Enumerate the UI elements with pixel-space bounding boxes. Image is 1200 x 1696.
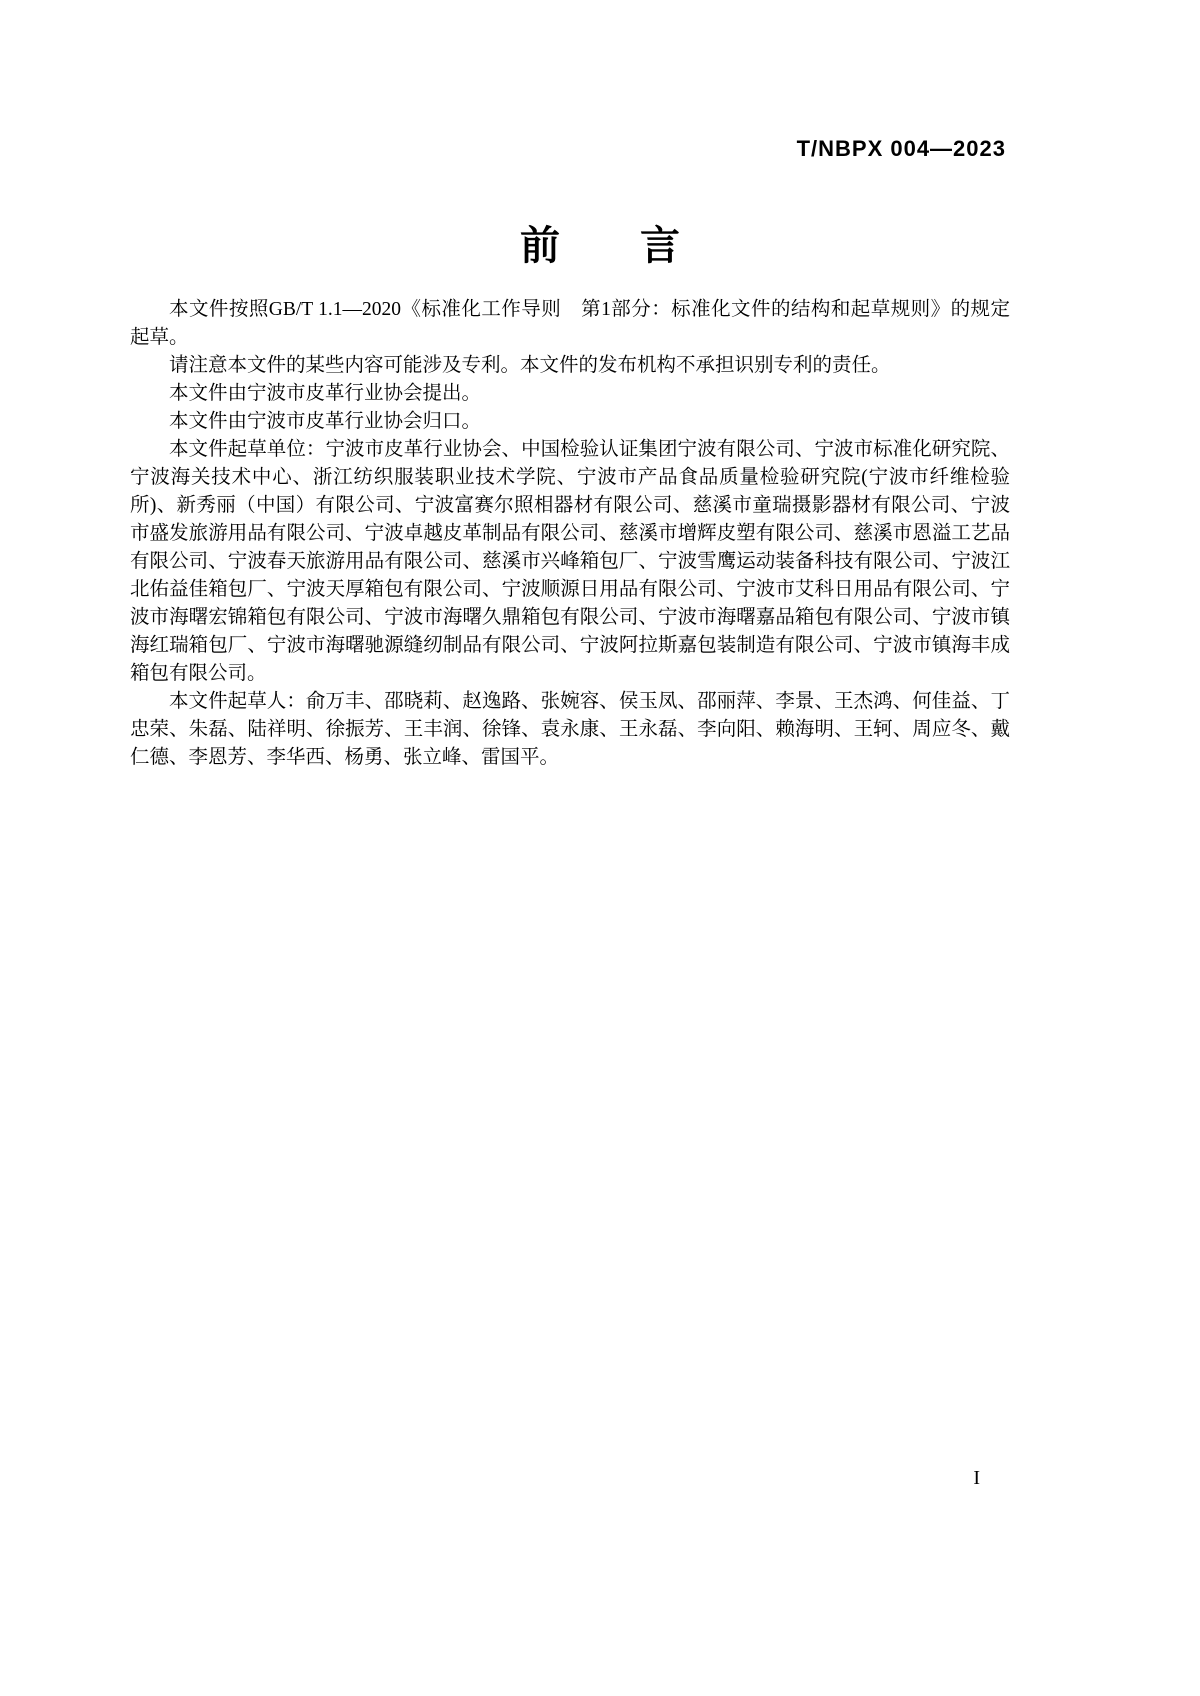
foreword-paragraph-basis: 本文件按照GB/T 1.1—2020《标准化工作导则 第1部分：标准化文件的结构和起草规则》的规定起草。	[130, 299, 1010, 348]
standard-document-number: T/NBPX 004—2023	[796, 136, 1006, 161]
foreword-paragraph-patent-notice: 请注意本文件的某些内容可能涉及专利。本文件的发布机构不承担识别专利的责任。	[169, 355, 891, 376]
page-number: I	[973, 1467, 980, 1489]
foreword-paragraph-drafters: 本文件起草人：俞万丰、邵晓莉、赵逸路、张婉容、侯玉凤、邵丽萍、李景、王杰鸿、何佳益、丁忠荣、朱磊、陆祥明、徐振芳、王丰润、徐锋、袁永康、王永磊、李向阳、赖海明、王轲、周应冬、戴仁德、李恩芳、李华西、杨勇、张立峰、雷国平。	[130, 691, 1010, 768]
foreword-paragraph-drafting-organizations: 本文件起草单位：宁波市皮革行业协会、中国检验认证集团宁波有限公司、宁波市标准化研究院、宁波海关技术中心、浙江纺织服装职业技术学院、宁波市产品食品质量检验研究院(宁波市纤维检验所)、新秀丽（中国）有限公司、宁波富赛尔照相器材有限公司、慈溪市童瑞摄影器材有限公司、宁波市盛发旅游用品有限公司、宁波卓越皮革制品有限公司、慈溪市增辉皮塑有限公司、慈溪市恩溢工艺品有限公司、宁波春天旅游用品有限公司、慈溪市兴峰箱包厂、宁波雪鹰运动装备科技有限公司、宁波江北佑益佳箱包厂、宁波天厚箱包有限公司、宁波顺源日用品有限公司、宁波市艾科日用品有限公司、宁波市海曙宏锦箱包有限公司、宁波市海曙久鼎箱包有限公司、宁波市海曙嘉品箱包有限公司、宁波市镇海红瑞箱包厂、宁波市海曙驰源缝纫制品有限公司、宁波阿拉斯嘉包装制造有限公司、宁波市镇海丰成箱包有限公司。	[130, 439, 1010, 684]
page-title: 前 言	[520, 223, 680, 268]
foreword-paragraph-proposed-by: 本文件由宁波市皮革行业协会提出。	[169, 383, 482, 404]
foreword-paragraph-centralized-by: 本文件由宁波市皮革行业协会归口。	[169, 411, 482, 432]
foreword-body	[130, 296, 1010, 772]
